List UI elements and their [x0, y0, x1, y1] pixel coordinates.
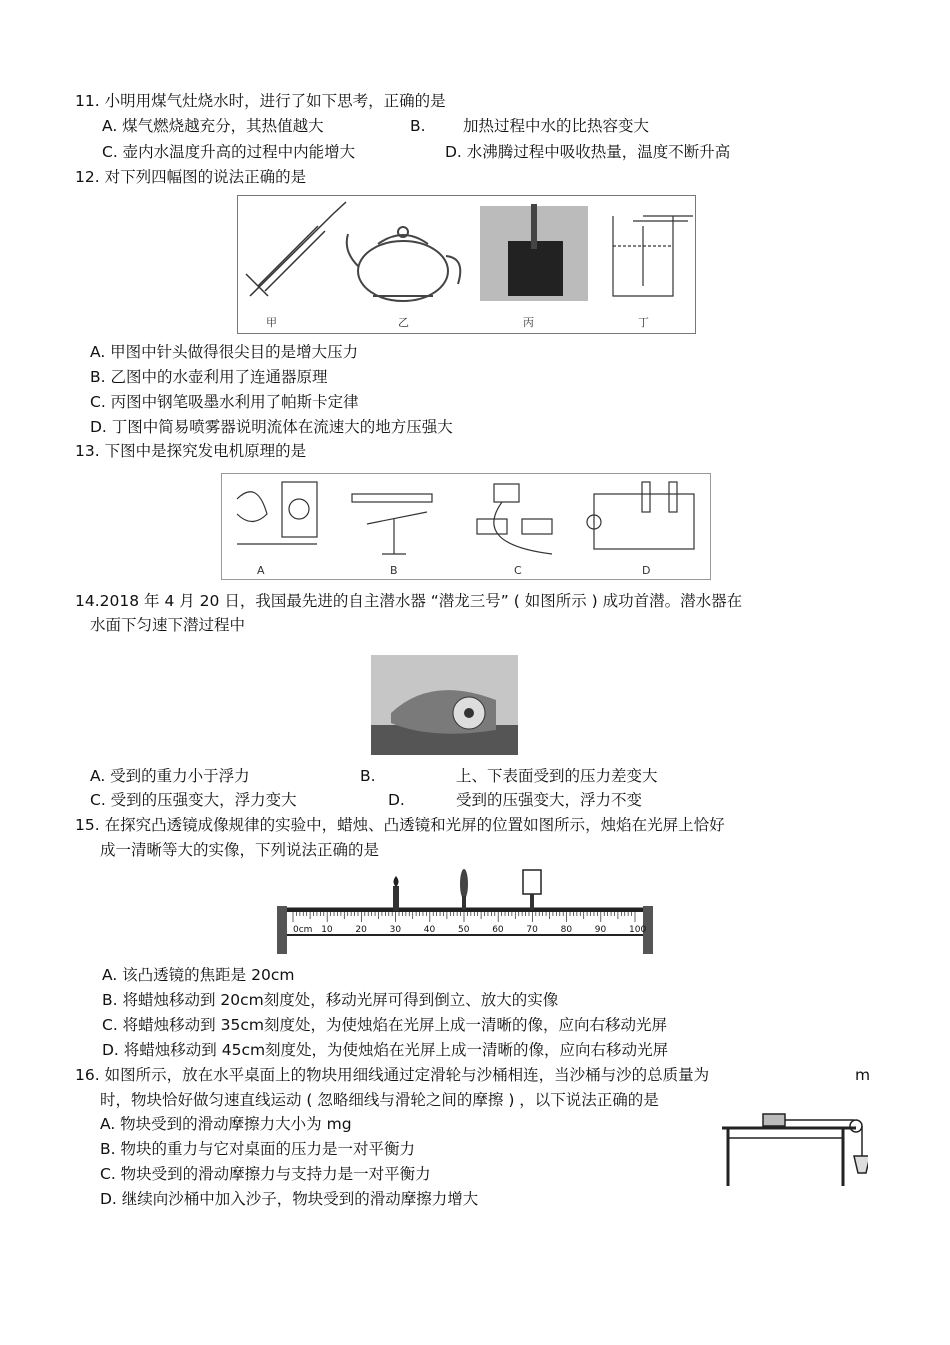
q15-option-c: C. 将蜡烛移动到 35cm刻度处，为使烛焰在光屏上成一清晰的像，应向右移动光屏 [102, 1016, 667, 1034]
q15-option-d: D. 将蜡烛移动到 45cm刻度处，为使烛焰在光屏上成一清晰的像，应向右移动光屏 [102, 1041, 669, 1059]
q11-option-b: 加热过程中水的比热容变大 [463, 117, 650, 135]
q14-option-b-letter: B. [360, 767, 376, 785]
sprayer-image [613, 216, 693, 296]
q12-option-d: D. 丁图中简易喷雾器说明流体在流速大的地方压强大 [90, 418, 453, 436]
q16-option-d: D. 继续向沙桶中加入沙子，物块受到的滑动摩擦力增大 [100, 1190, 479, 1208]
ruler-label: 80 [560, 925, 573, 935]
q16-stem-line1: 16. 如图所示，放在水平桌面上的物块用细线通过定滑轮与沙桶相连，当沙桶与沙的总质量为 [75, 1066, 710, 1084]
ruler-label: 10 [321, 925, 333, 935]
q12-stem: 12. 对下列四幅图的说法正确的是 [75, 168, 307, 186]
q12-label-ding: 丁 [638, 316, 649, 329]
ruler-label: 0cm [293, 925, 313, 935]
ruler-label: 50 [458, 925, 470, 935]
q13-label-c: C [514, 564, 522, 577]
q15-option-b: B. 将蜡烛移动到 20cm刻度处，移动光屏可得到倒立、放大的实像 [102, 991, 559, 1009]
q16-option-c: C. 物块受到的滑动摩擦力与支持力是一对平衡力 [100, 1165, 431, 1183]
pulley-image [850, 1120, 862, 1132]
q16-option-a: A. 物块受到的滑动摩擦力大小为 mg [100, 1115, 352, 1133]
syringe-image [246, 202, 346, 296]
q13-figure [221, 473, 711, 580]
q14-stem-line2: 水面下匀速下潜过程中 [90, 616, 246, 634]
q11-option-d: D. 水沸腾过程中吸收热量，温度不断升高 [445, 143, 731, 161]
q14-option-d-letter: D. [388, 791, 405, 809]
light-screen-image [523, 870, 541, 910]
q12-label-yi: 乙 [398, 316, 409, 329]
q13-label-a: A [257, 564, 265, 577]
bench-left-leg [277, 906, 287, 954]
q15-stem-line2: 成一清晰等大的实像，下列说法正确的是 [100, 841, 380, 859]
ruler-label: 30 [389, 925, 402, 935]
q12-label-bing: 丙 [523, 316, 534, 329]
q12-option-a: A. 甲图中针头做得很尖目的是增大压力 [90, 343, 359, 361]
submarine-photo [371, 655, 518, 755]
convex-lens-image [460, 869, 468, 910]
electromagnet-d-image [587, 482, 694, 549]
motor-c-image [477, 484, 552, 554]
ruler-label: 100 [629, 925, 647, 935]
compass-needle-b-image [352, 494, 432, 554]
block-image [763, 1114, 785, 1126]
q14-option-c: C. 受到的压强变大，浮力变大 [90, 791, 297, 809]
q15-stem-line1: 15. 在探究凸透镜成像规律的实验中，蜡烛、凸透镜和光屏的位置如图所示，烛焰在光屏上恰好 [75, 816, 725, 834]
q12-figure [237, 195, 696, 334]
q16-stem-line2: 时，物块恰好做匀速直线运动 ( 忽略细线与滑轮之间的摩擦 ) ，以下说法正确的是 [100, 1091, 659, 1109]
q13-stem: 13. 下图中是探究发电机原理的是 [75, 442, 307, 460]
q12-option-c: C. 丙图中钢笔吸墨水利用了帕斯卡定律 [90, 393, 359, 411]
ruler-label: 90 [594, 925, 607, 935]
q12-label-jia: 甲 [266, 316, 277, 329]
q11-option-c: C. 壶内水温度升高的过程中内能增大 [102, 143, 356, 161]
sand-bucket-image [854, 1156, 868, 1173]
ruler-label: 40 [423, 925, 436, 935]
ruler-label: 60 [492, 925, 504, 935]
q14-option-d: 受到的压强变大，浮力不变 [456, 791, 643, 809]
teapot-image [347, 227, 461, 301]
q15-option-a: A. 该凸透镜的焦距是 20cm [102, 966, 295, 984]
candle-image [393, 876, 399, 911]
q14-stem-line1: 14.2018 年 4 月 20 日，我国最先进的自主潜水器 “潜龙三号” ( 如图所示 ) 成功首潜。潜水器在 [75, 592, 743, 610]
circuit-a-image [237, 482, 317, 544]
q13-label-d: D [642, 564, 651, 577]
q14-option-b: 上、下表面受到的压力差变大 [456, 767, 658, 785]
q12-option-b: B. 乙图中的水壶利用了连通器原理 [90, 368, 328, 386]
optical-bench-figure [265, 866, 665, 956]
ruler-label: 70 [526, 925, 538, 935]
q11-stem: 11. 小明用煤气灶烧水时，进行了如下思考，正确的是 [75, 92, 446, 110]
q16-stem-mass-symbol: m [855, 1066, 871, 1084]
q16-option-b: B. 物块的重力与它对桌面的压力是一对平衡力 [100, 1140, 415, 1158]
ruler-label: 20 [355, 925, 367, 935]
q13-label-b: B [390, 564, 398, 577]
table-pulley-figure [718, 1108, 868, 1188]
q11-option-a: A. 煤气燃烧越充分，其热值越大 [102, 117, 324, 135]
q11-option-b-letter: B. [410, 117, 426, 135]
q14-option-a: A. 受到的重力小于浮力 [90, 767, 250, 785]
